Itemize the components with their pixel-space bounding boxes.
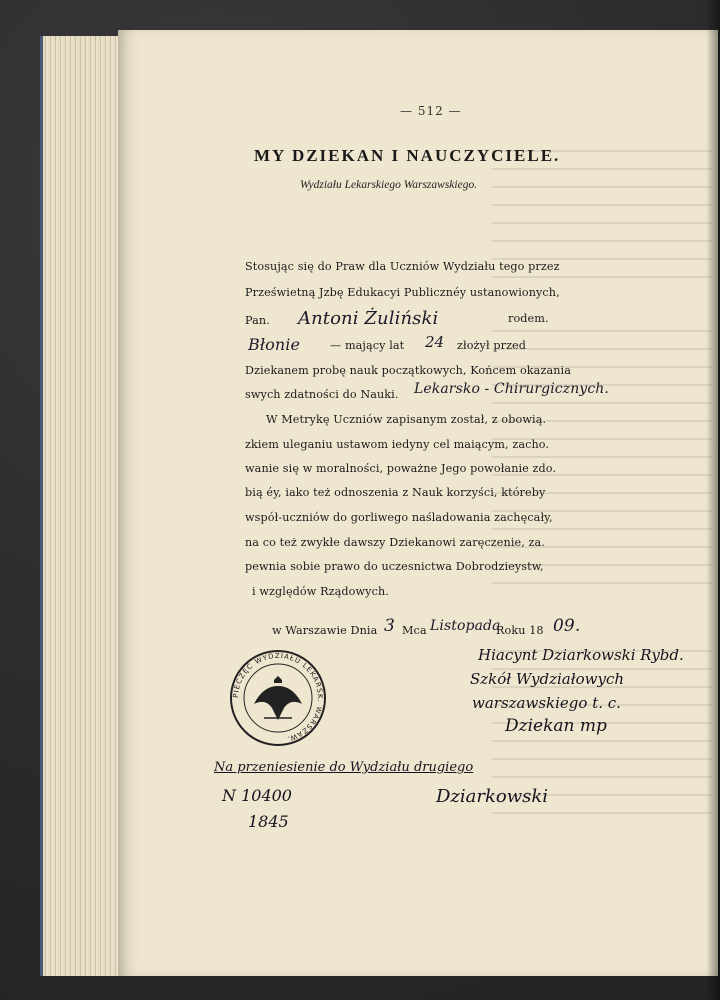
date-roku: Roku 18 bbox=[496, 624, 544, 637]
body-line-12: na co też zwykłe dawszy Dziekanowi zaręczenie, za. bbox=[245, 536, 545, 549]
document-page bbox=[118, 30, 718, 976]
annotation-year: 1845 bbox=[248, 812, 289, 831]
annotation-signature: Dziarkowski bbox=[436, 786, 549, 807]
rodem-label: rodem. bbox=[508, 312, 549, 325]
faculty-handwritten: Lekarsko - Chirurgicznych. bbox=[414, 381, 609, 397]
date-day-handwritten: 3 bbox=[384, 616, 395, 636]
age-suffix: złożył przed bbox=[457, 339, 527, 352]
body-line-2: Prześwietną Jzbę Edukacyi Publicznéy ustanowionych, bbox=[245, 286, 560, 299]
annotation-line-1: Na przeniesienie do Wydziału drugiego bbox=[214, 760, 474, 775]
seal-text: PIECZĘĆ WYDZIAŁU LEKARSK. WARSZAW. bbox=[231, 651, 325, 743]
dean-signature-line-4: Dziekan mp bbox=[505, 716, 607, 736]
body-line-5: Dziekanem probę nauk początkowych, Końcem okazania bbox=[245, 364, 571, 377]
faculty-seal bbox=[228, 648, 328, 748]
dean-signature-line-2: Szkół Wydziałowych bbox=[470, 670, 625, 688]
annotation-number: N 10400 bbox=[222, 786, 292, 805]
body-line-13: pewnia sobie prawo do uczesnictwa Dobrodzieystw, bbox=[245, 560, 544, 573]
age-handwritten: 24 bbox=[425, 333, 445, 351]
date-month-handwritten: Listopada bbox=[430, 618, 501, 634]
document-title: MY DZIEKAN I NAUCZYCIELE. bbox=[254, 146, 561, 165]
body-line-6: swych zdatności do Nauki. bbox=[245, 388, 399, 401]
document-subtitle: Wydziału Lekarskiego Warszawskiego. bbox=[300, 179, 478, 191]
origin-handwritten: Błonie bbox=[248, 335, 301, 354]
body-line-11: współ-uczniów do gorliwego naśladowania zachęcały, bbox=[245, 511, 553, 524]
dean-signature-line-3: warszawskiego t. c. bbox=[472, 694, 621, 712]
date-year-handwritten: 09. bbox=[553, 616, 581, 636]
body-line-9: wanie się w moralności, poważne Jego powołanie zdo. bbox=[245, 462, 557, 475]
date-mca: Mca bbox=[402, 624, 427, 637]
student-name-handwritten: Antoni Żuliński bbox=[298, 308, 439, 329]
body-line-14: i względów Rządowych. bbox=[252, 585, 389, 598]
dean-signature-line-1: Hiacynt Dziarkowski Rybd. bbox=[478, 646, 684, 664]
page-number: — 512 — bbox=[400, 104, 462, 118]
body-line-10: bią éy, iako też odnoszenia z Nauk korzyści, któreby bbox=[245, 486, 546, 499]
date-prefix: w Warszawie Dnia bbox=[272, 624, 378, 637]
body-line-8: zkiem uleganiu ustawom iedyny cel maiącym, zacho. bbox=[245, 438, 550, 451]
body-line-7: W Metrykę Uczniów zapisanym został, z obowią. bbox=[266, 413, 547, 426]
pan-label: Pan. bbox=[245, 314, 270, 327]
age-prefix: — mający lat bbox=[330, 339, 405, 352]
page-edge-shadow bbox=[706, 0, 720, 1000]
body-line-1: Stosując się do Praw dla Uczniów Wydziału tego przez bbox=[245, 260, 560, 273]
bleed-through bbox=[118, 30, 718, 976]
